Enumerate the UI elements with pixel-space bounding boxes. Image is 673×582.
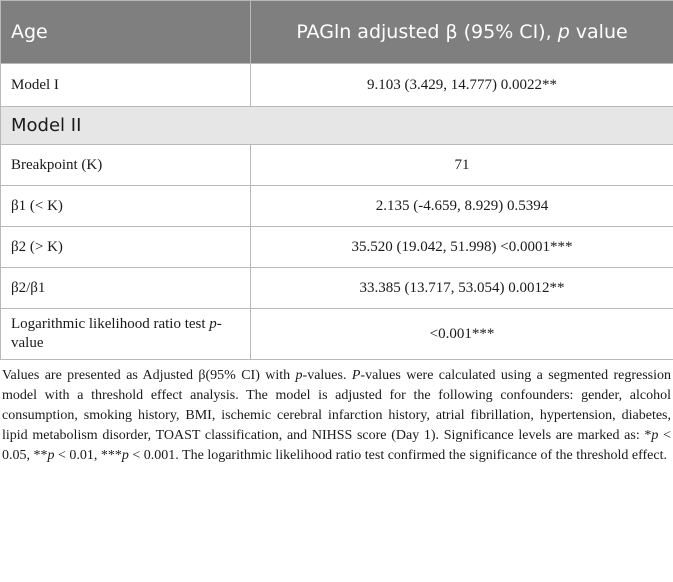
- row-value: 71: [251, 145, 673, 186]
- header-row: [1, 1, 673, 64]
- table-row: [1, 64, 673, 107]
- header-pagln-p: p: [557, 21, 570, 43]
- fn-s6: < 0.001. The logarithmic likelihood ratio test confirmed the significance of the threshold effect.: [128, 448, 667, 463]
- table-footnote: [0, 360, 673, 466]
- table-row: [1, 145, 673, 186]
- header-age: Age: [1, 1, 251, 64]
- fn-p2-italic: p: [47, 448, 55, 463]
- table-row: [1, 186, 673, 227]
- llr-label-text: Logarithmic likelihood ratio test: [11, 316, 210, 332]
- row-label: β2 (> K): [1, 227, 251, 268]
- row-value: 33.385 (13.717, 53.054) 0.0012**: [251, 268, 673, 309]
- model2-title: Model II: [1, 107, 673, 145]
- header-pagln: [251, 1, 673, 64]
- table-row: [1, 227, 673, 268]
- llr-label-p: p: [209, 316, 217, 332]
- llr-value: <0.001***: [251, 309, 673, 360]
- row-value: 2.135 (-4.659, 8.929) 0.5394: [251, 186, 673, 227]
- fn-s1: Values are presented as Adjusted β(95% CI) with: [2, 368, 296, 383]
- llr-label-suffix: -value: [11, 316, 222, 351]
- model1-value: 9.103 (3.429, 14.777) 0.0022**: [251, 64, 673, 107]
- llr-label: [1, 309, 251, 360]
- row-label: β1 (< K): [1, 186, 251, 227]
- header-pagln-text: PAGln adjusted β (95% CI),: [296, 21, 558, 43]
- row-value: 35.520 (19.042, 51.998) <0.0001***: [251, 227, 673, 268]
- fn-s4: < 0.05, **: [2, 428, 671, 463]
- fn-P-italic: P: [351, 368, 361, 383]
- row-label: Breakpoint (K): [1, 145, 251, 186]
- table-row: [1, 268, 673, 309]
- header-pagln-value: value: [569, 21, 628, 43]
- fn-s2: -values.: [302, 368, 352, 383]
- fn-p-italic: p: [295, 368, 303, 383]
- fn-p3-italic: p: [121, 448, 129, 463]
- model1-label: Model I: [1, 64, 251, 107]
- section-row: [1, 107, 673, 145]
- fn-p1-italic: p: [651, 428, 659, 443]
- table-row: [1, 309, 673, 360]
- fn-s5: < 0.01, ***: [54, 448, 122, 463]
- fn-s3: -values were calculated using a segmented regression model with a threshold effect analysis. The model is adjusted for the following confounders: gender, alcohol consumption, smoking history, BMI, ischemic cerebral infarction history, atrial fibrillation, hypertension, diabetes, lipid metabolism disorder, TOAST classification, and NIHSS score (Day 1). Significance levels are marked as: *: [2, 368, 672, 443]
- row-label: β2/β1: [1, 268, 251, 309]
